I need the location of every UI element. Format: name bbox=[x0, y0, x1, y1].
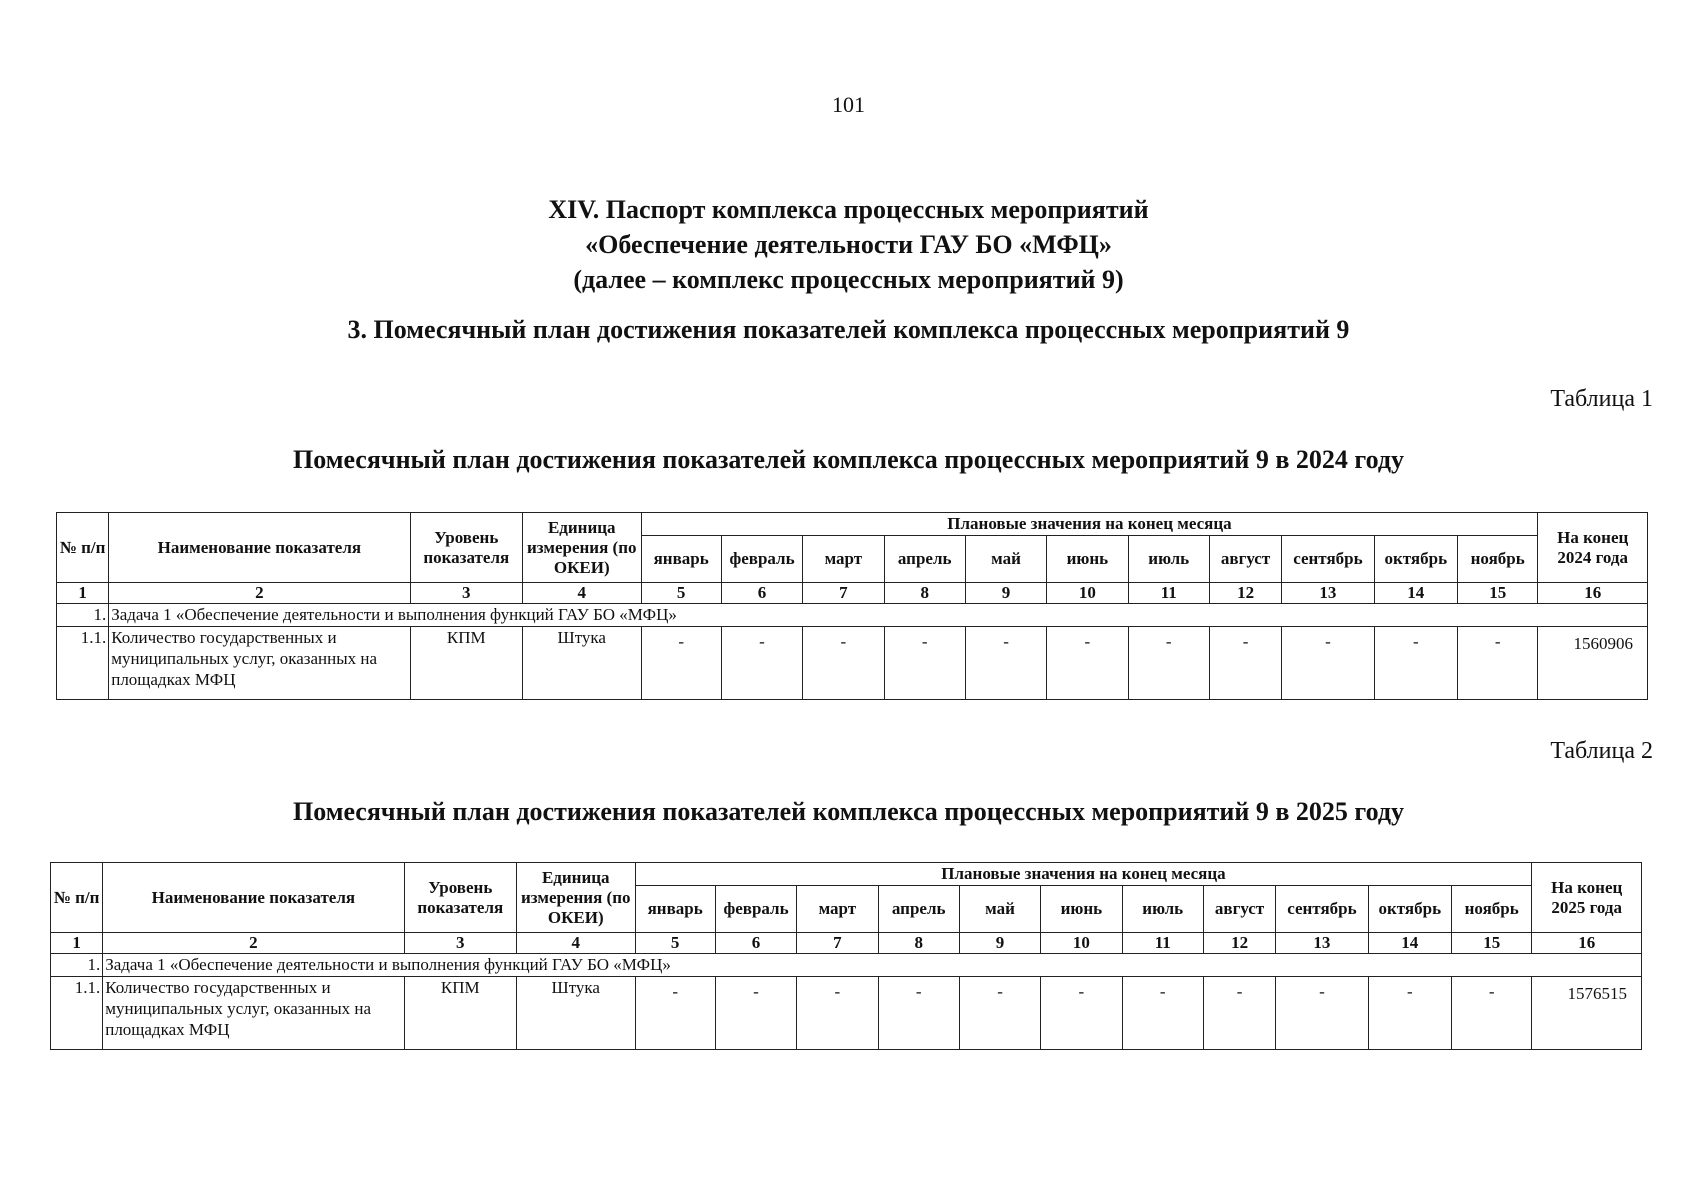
column-number: 1 bbox=[57, 583, 109, 604]
page-number: 101 bbox=[832, 92, 865, 117]
monthly-value: - bbox=[884, 627, 965, 700]
monthly-value: - bbox=[715, 977, 796, 1050]
header-month: апрель bbox=[878, 886, 959, 933]
indicator-row bbox=[51, 977, 1642, 1050]
column-number: 6 bbox=[721, 583, 802, 604]
header-unit: Единица измерения (по ОКЕИ) bbox=[517, 863, 636, 933]
header-month: февраль bbox=[715, 886, 796, 933]
column-number: 11 bbox=[1122, 933, 1203, 954]
header-month: август bbox=[1209, 536, 1281, 583]
column-number: 12 bbox=[1203, 933, 1275, 954]
year-end-value: 1576515 bbox=[1532, 977, 1642, 1050]
monthly-value: - bbox=[721, 627, 802, 700]
document-heading bbox=[0, 192, 1697, 297]
column-number: 9 bbox=[965, 583, 1046, 604]
monthly-value: - bbox=[1457, 627, 1537, 700]
column-number: 13 bbox=[1276, 933, 1368, 954]
section-title: 3. Помесячный план достижения показателей комплекса процессных мероприятий 9 bbox=[347, 315, 1350, 344]
monthly-value: - bbox=[641, 627, 721, 700]
column-number: 6 bbox=[715, 933, 796, 954]
table-1-label: Таблица 1 bbox=[1550, 386, 1653, 412]
monthly-value: - bbox=[1451, 977, 1531, 1050]
column-number: 8 bbox=[878, 933, 959, 954]
monthly-value: - bbox=[878, 977, 959, 1050]
header-month: август bbox=[1203, 886, 1275, 933]
monthly-value: - bbox=[965, 627, 1046, 700]
column-number: 1 bbox=[51, 933, 103, 954]
monthly-value: - bbox=[797, 977, 878, 1050]
column-number: 4 bbox=[517, 933, 636, 954]
indicator-level: КПМ bbox=[410, 627, 522, 700]
header-month: сентябрь bbox=[1276, 886, 1368, 933]
header-month: июль bbox=[1128, 536, 1209, 583]
header-year-end: На конец 2025 года bbox=[1532, 863, 1642, 933]
header-level: Уровень показателя bbox=[410, 513, 522, 583]
header-month: ноябрь bbox=[1451, 886, 1531, 933]
header-month: июнь bbox=[1041, 886, 1122, 933]
column-number: 16 bbox=[1532, 933, 1642, 954]
column-number: 11 bbox=[1128, 583, 1209, 604]
heading-line-1: XIV. Паспорт комплекса процессных мероприятий bbox=[548, 195, 1149, 224]
column-number: 10 bbox=[1047, 583, 1128, 604]
header-month: июнь bbox=[1047, 536, 1128, 583]
header-planned-values: Плановые значения на конец месяца bbox=[641, 513, 1538, 536]
column-number: 13 bbox=[1282, 583, 1374, 604]
header-num: № п/п bbox=[57, 513, 109, 583]
indicator-unit: Штука bbox=[517, 977, 636, 1050]
heading-line-2: «Обеспечение деятельности ГАУ БО «МФЦ» bbox=[585, 230, 1112, 259]
header-month: март bbox=[803, 536, 884, 583]
monthly-value: - bbox=[1276, 977, 1368, 1050]
column-number: 2 bbox=[103, 933, 404, 954]
monthly-value: - bbox=[1368, 977, 1451, 1050]
indicator-number: 1.1. bbox=[51, 977, 103, 1050]
column-number: 16 bbox=[1538, 583, 1648, 604]
monthly-value: - bbox=[1041, 977, 1122, 1050]
table-2-label: Таблица 2 bbox=[1550, 738, 1653, 764]
header-month: апрель bbox=[884, 536, 965, 583]
header-month: октябрь bbox=[1368, 886, 1451, 933]
indicator-level: КПМ bbox=[404, 977, 516, 1050]
header-month: май bbox=[959, 886, 1040, 933]
header-month: январь bbox=[641, 536, 721, 583]
monthly-value: - bbox=[635, 977, 715, 1050]
column-number: 9 bbox=[959, 933, 1040, 954]
indicator-unit: Штука bbox=[523, 627, 642, 700]
header-month: март bbox=[797, 886, 878, 933]
column-number: 3 bbox=[404, 933, 516, 954]
column-number: 7 bbox=[797, 933, 878, 954]
header-level: Уровень показателя bbox=[404, 863, 516, 933]
indicator-number: 1.1. bbox=[57, 627, 109, 700]
column-number: 15 bbox=[1457, 583, 1537, 604]
header-num: № п/п bbox=[51, 863, 103, 933]
header-year-end: На конец 2024 года bbox=[1538, 513, 1648, 583]
header-name: Наименование показателя bbox=[109, 513, 410, 583]
monthly-value: - bbox=[1203, 977, 1275, 1050]
column-number: 5 bbox=[641, 583, 721, 604]
header-month: январь bbox=[635, 886, 715, 933]
task-number: 1. bbox=[51, 954, 103, 977]
column-number: 4 bbox=[523, 583, 642, 604]
column-number: 15 bbox=[1451, 933, 1531, 954]
task-number: 1. bbox=[57, 604, 109, 627]
table-1-title: Помесячный план достижения показателей комплекса процессных мероприятий 9 в 2024 году bbox=[293, 445, 1404, 474]
column-number: 2 bbox=[109, 583, 410, 604]
task-text: Задача 1 «Обеспечение деятельности и выполнения функций ГАУ БО «МФЦ» bbox=[109, 604, 1648, 627]
column-number-row bbox=[57, 583, 1648, 604]
column-number-row bbox=[51, 933, 1642, 954]
column-number: 12 bbox=[1209, 583, 1281, 604]
indicator-name: Количество государственных и муниципальных услуг, оказанных на площадках МФЦ bbox=[109, 627, 410, 700]
task-text: Задача 1 «Обеспечение деятельности и выполнения функций ГАУ БО «МФЦ» bbox=[103, 954, 1642, 977]
header-month: сентябрь bbox=[1282, 536, 1374, 583]
plan-table-2025 bbox=[50, 862, 1642, 1050]
task-row bbox=[57, 604, 1648, 627]
monthly-value: - bbox=[1209, 627, 1281, 700]
task-row bbox=[51, 954, 1642, 977]
monthly-value: - bbox=[1122, 977, 1203, 1050]
header-unit: Единица измерения (по ОКЕИ) bbox=[523, 513, 642, 583]
header-month: ноябрь bbox=[1457, 536, 1537, 583]
header-planned-values: Плановые значения на конец месяца bbox=[635, 863, 1532, 886]
header-month: февраль bbox=[721, 536, 802, 583]
monthly-value: - bbox=[959, 977, 1040, 1050]
monthly-value: - bbox=[803, 627, 884, 700]
monthly-value: - bbox=[1047, 627, 1128, 700]
header-month: июль bbox=[1122, 886, 1203, 933]
header-month: май bbox=[965, 536, 1046, 583]
plan-table-2024 bbox=[56, 512, 1648, 700]
year-end-value: 1560906 bbox=[1538, 627, 1648, 700]
column-number: 5 bbox=[635, 933, 715, 954]
heading-line-3: (далее – комплекс процессных мероприятий 9) bbox=[573, 265, 1124, 294]
column-number: 14 bbox=[1368, 933, 1451, 954]
column-number: 10 bbox=[1041, 933, 1122, 954]
header-month: октябрь bbox=[1374, 536, 1457, 583]
column-number: 8 bbox=[884, 583, 965, 604]
column-number: 14 bbox=[1374, 583, 1457, 604]
monthly-value: - bbox=[1128, 627, 1209, 700]
indicator-name: Количество государственных и муниципальных услуг, оказанных на площадках МФЦ bbox=[103, 977, 404, 1050]
column-number: 7 bbox=[803, 583, 884, 604]
column-number: 3 bbox=[410, 583, 522, 604]
monthly-value: - bbox=[1282, 627, 1374, 700]
table-2-title: Помесячный план достижения показателей комплекса процессных мероприятий 9 в 2025 году bbox=[293, 797, 1404, 826]
header-name: Наименование показателя bbox=[103, 863, 404, 933]
indicator-row bbox=[57, 627, 1648, 700]
monthly-value: - bbox=[1374, 627, 1457, 700]
